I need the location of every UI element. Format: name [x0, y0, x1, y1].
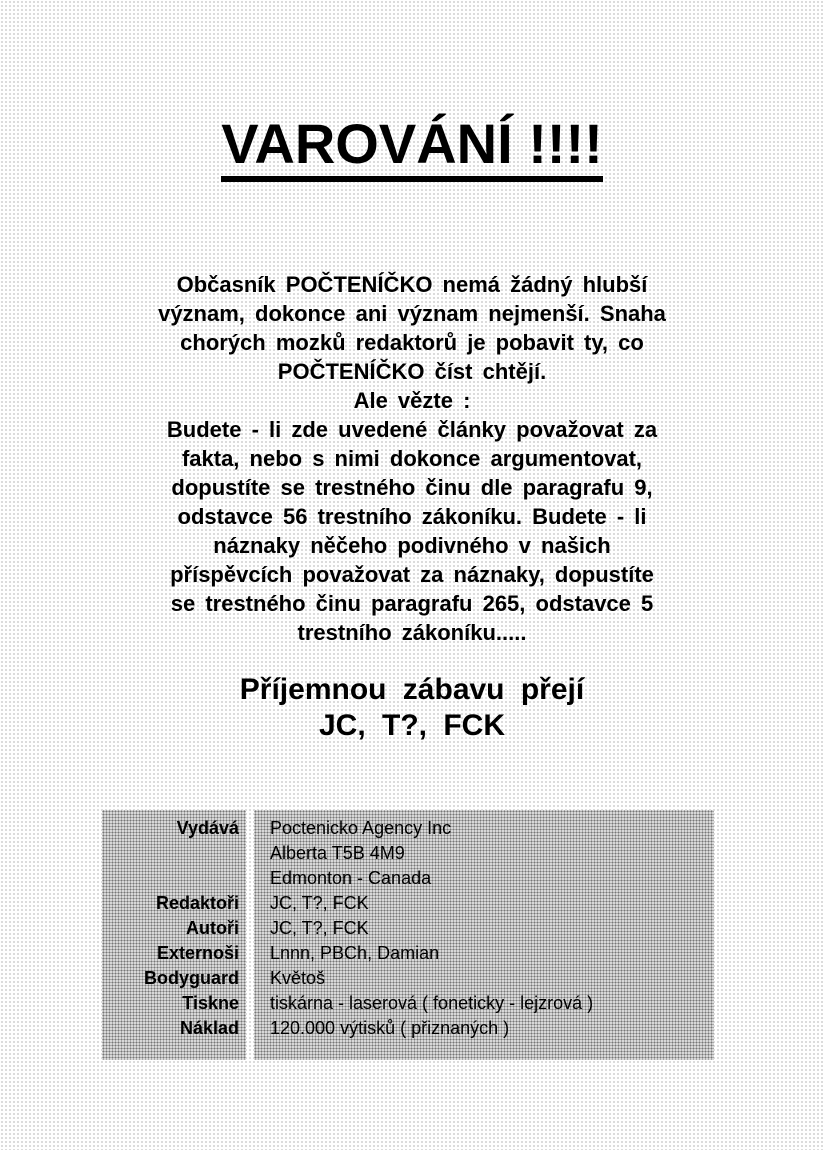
imprint-row [102, 991, 714, 1016]
body-line: Občasník POČTENÍČKO nemá žádný hlubší [176, 272, 648, 297]
imprint-row [102, 866, 714, 891]
imprint-label: Náklad [179, 1018, 239, 1038]
imprint-value: Poctenicko Agency Inc [270, 818, 452, 838]
imprint-row [102, 816, 714, 841]
imprint-value: tiskárna - laserová ( foneticky - lejzrová ) [270, 993, 594, 1013]
closing-greeting [0, 672, 824, 744]
body-line: dopustíte se trestného činu dle paragrafu 9, [171, 475, 653, 500]
imprint-row [102, 941, 714, 966]
imprint-value: JC, T?, FCK [270, 893, 369, 913]
imprint-label: Autoři [186, 918, 239, 938]
body-line: trestního zákoníku..... [297, 620, 527, 645]
body-line: příspěvcích považovat za náznaky, dopustíte [170, 562, 654, 587]
body-line: odstavce 56 trestního zákoníku. Budete - li [177, 504, 647, 529]
imprint-row [102, 916, 714, 941]
imprint-label: Externoši [156, 943, 239, 963]
closing-signatures: JC, T?, FCK [319, 709, 505, 742]
imprint-row [102, 891, 714, 916]
title-text: VAROVÁNÍ !!!! [221, 112, 603, 182]
body-line: Ale vězte : [353, 388, 471, 413]
imprint-value: 120.000 výtisků ( přiznaných ) [270, 1018, 510, 1038]
imprint-value: Lnnn, PBCh, Damian [270, 943, 440, 963]
imprint-label: Redaktoři [155, 893, 239, 913]
imprint-row [102, 841, 714, 866]
imprint-label: Tiskne [182, 993, 239, 1013]
imprint-value: Edmonton - Canada [270, 868, 432, 888]
imprint-label: Vydává [176, 818, 239, 838]
body-line: význam, dokonce ani význam nejmenší. Snaha [158, 301, 666, 326]
body-line: náznaky něčeho podivného v našich [213, 533, 611, 558]
body-line: Budete - li zde uvedené články považovat za [166, 417, 658, 442]
body-line: POČTENÍČKO číst chtějí. [277, 359, 547, 384]
page-title [0, 112, 824, 182]
imprint-value: Květoš [270, 968, 326, 988]
body-line: fakta, nebo s nimi dokonce argumentovat, [181, 446, 643, 471]
body-line: chorých mozků redaktorů je pobavit ty, co [180, 330, 644, 355]
body-line: se trestného činu paragrafu 265, odstavce 5 [170, 591, 654, 616]
imprint-row [102, 1016, 714, 1041]
imprint-row [102, 966, 714, 991]
closing-line: Příjemnou zábavu přejí [239, 673, 585, 706]
imprint-box [102, 810, 714, 1060]
warning-paragraph [110, 270, 714, 647]
imprint-value: JC, T?, FCK [270, 918, 369, 938]
imprint-value: Alberta T5B 4M9 [270, 843, 405, 863]
imprint-label: Bodyguard [143, 968, 239, 988]
